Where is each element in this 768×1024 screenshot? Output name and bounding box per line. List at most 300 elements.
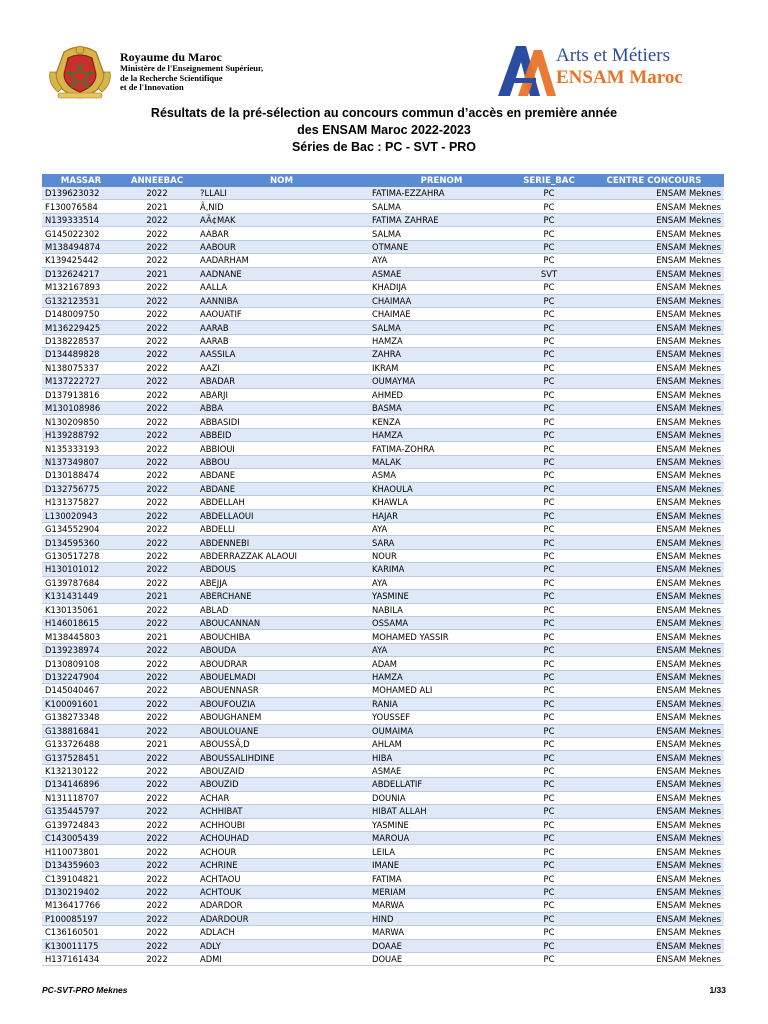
cell-prenom: BASMA: [369, 402, 514, 415]
results-table: [42, 174, 724, 966]
cell-centre: ENSAM Meknes: [584, 899, 724, 912]
cell-anneebac: 2022: [120, 643, 194, 656]
table-row: [42, 402, 724, 415]
table-row: [42, 388, 724, 401]
cell-massar: D139238974: [42, 643, 120, 656]
cell-massar: G138816841: [42, 724, 120, 737]
cell-centre: ENSAM Meknes: [584, 603, 724, 616]
cell-prenom: MALAK: [369, 455, 514, 468]
cell-anneebac: 2022: [120, 912, 194, 925]
brand-line-1: Arts et Métiers: [556, 45, 670, 66]
cell-centre: ENSAM Meknes: [584, 442, 724, 455]
cell-prenom: CHAIMAE: [369, 307, 514, 320]
cell-anneebac: 2022: [120, 536, 194, 549]
cell-massar: N135333193: [42, 442, 120, 455]
cell-serie-bac: PC: [514, 213, 584, 226]
cell-centre: ENSAM Meknes: [584, 590, 724, 603]
cell-centre: ENSAM Meknes: [584, 724, 724, 737]
cell-prenom: RANIA: [369, 697, 514, 710]
cell-centre: ENSAM Meknes: [584, 348, 724, 361]
table-row: [42, 926, 724, 939]
cell-massar: D134489828: [42, 348, 120, 361]
cell-massar: N131118707: [42, 791, 120, 804]
table-row: [42, 939, 724, 952]
cell-massar: G130517278: [42, 549, 120, 562]
cell-serie-bac: PC: [514, 684, 584, 697]
cell-serie-bac: PC: [514, 321, 584, 334]
table-row: [42, 751, 724, 764]
cell-prenom: AYA: [369, 522, 514, 535]
table-row: [42, 227, 724, 240]
cell-anneebac: 2022: [120, 549, 194, 562]
cell-anneebac: 2022: [120, 603, 194, 616]
table-row: [42, 549, 724, 562]
cell-centre: ENSAM Meknes: [584, 307, 724, 320]
ensam-mark-icon: [496, 40, 558, 100]
cell-massar: D130219402: [42, 885, 120, 898]
ministry-logo: [44, 44, 344, 102]
cell-massar: M136229425: [42, 321, 120, 334]
cell-prenom: MOHAMED YASSIR: [369, 630, 514, 643]
cell-nom: ABDANE: [194, 482, 369, 495]
cell-nom: ABBASIDI: [194, 415, 369, 428]
cell-centre: ENSAM Meknes: [584, 926, 724, 939]
cell-massar: N130209850: [42, 415, 120, 428]
cell-centre: ENSAM Meknes: [584, 334, 724, 347]
cell-anneebac: 2022: [120, 375, 194, 388]
table-row: [42, 254, 724, 267]
cell-massar: H130101012: [42, 563, 120, 576]
cell-massar: D132756775: [42, 482, 120, 495]
cell-prenom: NOUR: [369, 549, 514, 562]
cell-massar: D139623032: [42, 187, 120, 200]
cell-centre: ENSAM Meknes: [584, 482, 724, 495]
cell-anneebac: 2022: [120, 939, 194, 952]
cell-massar: M138445803: [42, 630, 120, 643]
cell-serie-bac: PC: [514, 643, 584, 656]
cell-centre: ENSAM Meknes: [584, 872, 724, 885]
cell-prenom: SARA: [369, 536, 514, 549]
cell-nom: ABOUELMADI: [194, 670, 369, 683]
cell-anneebac: 2022: [120, 281, 194, 294]
cell-serie-bac: PC: [514, 885, 584, 898]
cell-serie-bac: PC: [514, 845, 584, 858]
cell-nom: ABBA: [194, 402, 369, 415]
cell-centre: ENSAM Meknes: [584, 469, 724, 482]
cell-centre: ENSAM Meknes: [584, 697, 724, 710]
cell-serie-bac: PC: [514, 630, 584, 643]
cell-nom: AÃ¢MAK: [194, 213, 369, 226]
cell-prenom: OTMANE: [369, 240, 514, 253]
cell-prenom: HAMZA: [369, 428, 514, 441]
cell-serie-bac: PC: [514, 482, 584, 495]
cell-massar: H131375827: [42, 496, 120, 509]
column-header-nom: NOM: [194, 174, 369, 187]
cell-massar: C136160501: [42, 926, 120, 939]
cell-prenom: YASMINE: [369, 590, 514, 603]
table-row: [42, 509, 724, 522]
cell-nom: ADMI: [194, 952, 369, 965]
table-row: [42, 832, 724, 845]
cell-serie-bac: PC: [514, 281, 584, 294]
cell-centre: ENSAM Meknes: [584, 455, 724, 468]
cell-prenom: KHAWLA: [369, 496, 514, 509]
cell-massar: K130011175: [42, 939, 120, 952]
cell-anneebac: 2022: [120, 751, 194, 764]
table-row: [42, 563, 724, 576]
cell-nom: ABEJJA: [194, 576, 369, 589]
cell-centre: ENSAM Meknes: [584, 213, 724, 226]
cell-anneebac: 2022: [120, 334, 194, 347]
cell-anneebac: 2022: [120, 428, 194, 441]
table-row: [42, 711, 724, 724]
cell-massar: M132167893: [42, 281, 120, 294]
page-title-block: [0, 105, 768, 156]
cell-serie-bac: PC: [514, 926, 584, 939]
cell-nom: ACHOUHAD: [194, 832, 369, 845]
cell-centre: ENSAM Meknes: [584, 294, 724, 307]
table-row: [42, 213, 724, 226]
cell-anneebac: 2022: [120, 213, 194, 226]
cell-anneebac: 2022: [120, 496, 194, 509]
cell-centre: ENSAM Meknes: [584, 805, 724, 818]
cell-nom: AARAB: [194, 321, 369, 334]
cell-anneebac: 2022: [120, 240, 194, 253]
cell-prenom: MOHAMED ALI: [369, 684, 514, 697]
cell-massar: M136417766: [42, 899, 120, 912]
cell-anneebac: 2022: [120, 563, 194, 576]
table-row: [42, 469, 724, 482]
table-row: [42, 617, 724, 630]
cell-massar: N137349807: [42, 455, 120, 468]
cell-prenom: YOUSSEF: [369, 711, 514, 724]
cell-serie-bac: PC: [514, 536, 584, 549]
cell-serie-bac: PC: [514, 778, 584, 791]
cell-serie-bac: PC: [514, 818, 584, 831]
table-row: [42, 442, 724, 455]
cell-anneebac: 2022: [120, 442, 194, 455]
cell-serie-bac: PC: [514, 549, 584, 562]
cell-serie-bac: PC: [514, 711, 584, 724]
table-row: [42, 307, 724, 320]
cell-serie-bac: PC: [514, 603, 584, 616]
cell-nom: AABAR: [194, 227, 369, 240]
cell-massar: G137528451: [42, 751, 120, 764]
table-row: [42, 522, 724, 535]
cell-nom: ABOUCHIBA: [194, 630, 369, 643]
cell-centre: ENSAM Meknes: [584, 791, 724, 804]
table-row: [42, 428, 724, 441]
cell-nom: ABOUDA: [194, 643, 369, 656]
table-body: [42, 187, 724, 966]
cell-serie-bac: PC: [514, 751, 584, 764]
cell-centre: ENSAM Meknes: [584, 549, 724, 562]
cell-nom: ACHAR: [194, 791, 369, 804]
cell-serie-bac: PC: [514, 952, 584, 965]
cell-serie-bac: PC: [514, 697, 584, 710]
cell-nom: AADNANE: [194, 267, 369, 280]
cell-massar: K100091601: [42, 697, 120, 710]
cell-serie-bac: PC: [514, 590, 584, 603]
cell-centre: ENSAM Meknes: [584, 240, 724, 253]
table-row: [42, 603, 724, 616]
cell-centre: ENSAM Meknes: [584, 952, 724, 965]
cell-prenom: ABDELLATIF: [369, 778, 514, 791]
cell-anneebac: 2022: [120, 415, 194, 428]
cell-anneebac: 2022: [120, 697, 194, 710]
cell-nom: ?LLALI: [194, 187, 369, 200]
cell-nom: ADLACH: [194, 926, 369, 939]
cell-serie-bac: PC: [514, 294, 584, 307]
ensam-logo: [496, 40, 726, 100]
table-row: [42, 791, 724, 804]
cell-nom: ACHOUR: [194, 845, 369, 858]
cell-massar: G135445797: [42, 805, 120, 818]
table-row: [42, 361, 724, 374]
cell-anneebac: 2022: [120, 402, 194, 415]
cell-nom: ABOUENNASR: [194, 684, 369, 697]
cell-prenom: MARWA: [369, 899, 514, 912]
cell-nom: ABBEID: [194, 428, 369, 441]
cell-serie-bac: PC: [514, 415, 584, 428]
cell-centre: ENSAM Meknes: [584, 428, 724, 441]
cell-centre: ENSAM Meknes: [584, 670, 724, 683]
cell-serie-bac: PC: [514, 764, 584, 777]
table-row: [42, 240, 724, 253]
cell-centre: ENSAM Meknes: [584, 845, 724, 858]
table-row: [42, 200, 724, 213]
cell-prenom: FATIMA ZAHRAE: [369, 213, 514, 226]
cell-nom: ADLY: [194, 939, 369, 952]
table-header-row: [42, 174, 724, 187]
brand-line-2: ENSAM Maroc: [556, 67, 683, 88]
table-row: [42, 576, 724, 589]
table-row: [42, 845, 724, 858]
table-row: [42, 482, 724, 495]
table-row: [42, 187, 724, 200]
cell-prenom: HIBAT ALLAH: [369, 805, 514, 818]
cell-nom: ABDELLAOUI: [194, 509, 369, 522]
table-row: [42, 684, 724, 697]
cell-prenom: AHMED: [369, 388, 514, 401]
cell-centre: ENSAM Meknes: [584, 187, 724, 200]
cell-prenom: KARIMA: [369, 563, 514, 576]
cell-anneebac: 2022: [120, 455, 194, 468]
cell-nom: ABOUSSÃ‚D: [194, 737, 369, 750]
cell-prenom: HAJAR: [369, 509, 514, 522]
cell-centre: ENSAM Meknes: [584, 751, 724, 764]
cell-nom: ADARDOUR: [194, 912, 369, 925]
table-row: [42, 818, 724, 831]
cell-anneebac: 2021: [120, 267, 194, 280]
cell-nom: ABOUZAID: [194, 764, 369, 777]
cell-anneebac: 2021: [120, 200, 194, 213]
cell-serie-bac: PC: [514, 670, 584, 683]
cell-nom: ABDELLI: [194, 522, 369, 535]
cell-serie-bac: PC: [514, 455, 584, 468]
table-row: [42, 334, 724, 347]
cell-prenom: ADAM: [369, 657, 514, 670]
cell-prenom: AYA: [369, 643, 514, 656]
table-row: [42, 536, 724, 549]
cell-nom: ABARJI: [194, 388, 369, 401]
cell-serie-bac: PC: [514, 375, 584, 388]
cell-serie-bac: PC: [514, 509, 584, 522]
cell-anneebac: 2022: [120, 388, 194, 401]
cell-serie-bac: PC: [514, 939, 584, 952]
cell-prenom: ZAHRA: [369, 348, 514, 361]
cell-prenom: KHAOULA: [369, 482, 514, 495]
cell-centre: ENSAM Meknes: [584, 227, 724, 240]
cell-centre: ENSAM Meknes: [584, 576, 724, 589]
cell-prenom: CHAIMAA: [369, 294, 514, 307]
table-row: [42, 643, 724, 656]
cell-nom: ABOUDRAR: [194, 657, 369, 670]
cell-centre: ENSAM Meknes: [584, 737, 724, 750]
cell-serie-bac: PC: [514, 496, 584, 509]
cell-serie-bac: PC: [514, 227, 584, 240]
cell-centre: ENSAM Meknes: [584, 200, 724, 213]
table-row: [42, 590, 724, 603]
table-row: [42, 375, 724, 388]
cell-serie-bac: PC: [514, 307, 584, 320]
cell-serie-bac: PC: [514, 858, 584, 871]
cell-prenom: FATIMA: [369, 872, 514, 885]
table-row: [42, 496, 724, 509]
column-header-prenom: PRENOM: [369, 174, 514, 187]
cell-serie-bac: SVT: [514, 267, 584, 280]
cell-serie-bac: PC: [514, 617, 584, 630]
cell-prenom: LEILA: [369, 845, 514, 858]
cell-nom: AABOUR: [194, 240, 369, 253]
cell-nom: AANNIBA: [194, 294, 369, 307]
cell-massar: D130809108: [42, 657, 120, 670]
cell-massar: K139425442: [42, 254, 120, 267]
cell-serie-bac: PC: [514, 737, 584, 750]
cell-centre: ENSAM Meknes: [584, 617, 724, 630]
cell-massar: K132130122: [42, 764, 120, 777]
cell-prenom: AYA: [369, 254, 514, 267]
cell-prenom: OUMAIMA: [369, 724, 514, 737]
cell-anneebac: 2022: [120, 482, 194, 495]
cell-anneebac: 2022: [120, 509, 194, 522]
cell-anneebac: 2022: [120, 791, 194, 804]
cell-massar: D134359603: [42, 858, 120, 871]
cell-prenom: KENZA: [369, 415, 514, 428]
cell-serie-bac: PC: [514, 240, 584, 253]
cell-centre: ENSAM Meknes: [584, 657, 724, 670]
cell-massar: H137161434: [42, 952, 120, 965]
cell-prenom: KHADIJA: [369, 281, 514, 294]
cell-anneebac: 2022: [120, 294, 194, 307]
table-row: [42, 778, 724, 791]
cell-prenom: ASMAE: [369, 764, 514, 777]
cell-nom: ABDANE: [194, 469, 369, 482]
cell-prenom: OUMAYMA: [369, 375, 514, 388]
cell-massar: D134146896: [42, 778, 120, 791]
cell-centre: ENSAM Meknes: [584, 764, 724, 777]
cell-massar: H146018615: [42, 617, 120, 630]
title-line-1: Résultats de la pré-sélection au concours commun d’accès en première année: [150, 106, 618, 120]
cell-nom: ABOUGHANEM: [194, 711, 369, 724]
cell-massar: G132123531: [42, 294, 120, 307]
cell-serie-bac: PC: [514, 200, 584, 213]
cell-centre: ENSAM Meknes: [584, 563, 724, 576]
cell-massar: H110073801: [42, 845, 120, 858]
cell-serie-bac: PC: [514, 832, 584, 845]
cell-anneebac: 2022: [120, 899, 194, 912]
cell-nom: ABDELLAH: [194, 496, 369, 509]
cell-massar: F130076584: [42, 200, 120, 213]
cell-centre: ENSAM Meknes: [584, 375, 724, 388]
cell-anneebac: 2022: [120, 321, 194, 334]
cell-massar: D148009750: [42, 307, 120, 320]
cell-centre: ENSAM Meknes: [584, 885, 724, 898]
cell-nom: ABLAD: [194, 603, 369, 616]
table-row: [42, 455, 724, 468]
cell-prenom: IKRAM: [369, 361, 514, 374]
table-row: [42, 281, 724, 294]
ministry-line-2: Ministère de l'Enseignement Supérieur,: [120, 63, 264, 73]
table-row: [42, 912, 724, 925]
cell-anneebac: 2022: [120, 885, 194, 898]
cell-anneebac: 2022: [120, 307, 194, 320]
cell-massar: M137222727: [42, 375, 120, 388]
cell-prenom: AYA: [369, 576, 514, 589]
cell-nom: ACHTAOU: [194, 872, 369, 885]
table-row: [42, 737, 724, 750]
cell-massar: D138228537: [42, 334, 120, 347]
cell-prenom: DOUAE: [369, 952, 514, 965]
cell-prenom: HAMZA: [369, 670, 514, 683]
cell-nom: ABBOU: [194, 455, 369, 468]
ministry-line-1: Royaume du Maroc: [120, 50, 222, 64]
cell-massar: D134595360: [42, 536, 120, 549]
cell-massar: P100085197: [42, 912, 120, 925]
cell-serie-bac: PC: [514, 428, 584, 441]
cell-nom: AADARHAM: [194, 254, 369, 267]
cell-anneebac: 2022: [120, 926, 194, 939]
cell-anneebac: 2022: [120, 469, 194, 482]
cell-prenom: HIBA: [369, 751, 514, 764]
cell-centre: ENSAM Meknes: [584, 536, 724, 549]
cell-nom: ADARDOR: [194, 899, 369, 912]
cell-anneebac: 2022: [120, 227, 194, 240]
cell-serie-bac: PC: [514, 402, 584, 415]
cell-massar: L130020943: [42, 509, 120, 522]
cell-serie-bac: PC: [514, 187, 584, 200]
cell-massar: D132247904: [42, 670, 120, 683]
cell-anneebac: 2022: [120, 818, 194, 831]
cell-nom: AAZI: [194, 361, 369, 374]
cell-nom: ABOUFOUZIA: [194, 697, 369, 710]
cell-centre: ENSAM Meknes: [584, 402, 724, 415]
column-header-anneebac: ANNEEBAC: [120, 174, 194, 187]
cell-anneebac: 2022: [120, 832, 194, 845]
table-row: [42, 630, 724, 643]
cell-prenom: FATIMA-EZZAHRA: [369, 187, 514, 200]
cell-anneebac: 2022: [120, 576, 194, 589]
cell-anneebac: 2022: [120, 805, 194, 818]
cell-nom: AARAB: [194, 334, 369, 347]
cell-massar: M130108986: [42, 402, 120, 415]
cell-centre: ENSAM Meknes: [584, 939, 724, 952]
cell-centre: ENSAM Meknes: [584, 496, 724, 509]
cell-nom: ACHHIBAT: [194, 805, 369, 818]
cell-massar: G145022302: [42, 227, 120, 240]
column-header-serie-bac: SERIE_BAC: [514, 174, 584, 187]
cell-prenom: MARWA: [369, 926, 514, 939]
